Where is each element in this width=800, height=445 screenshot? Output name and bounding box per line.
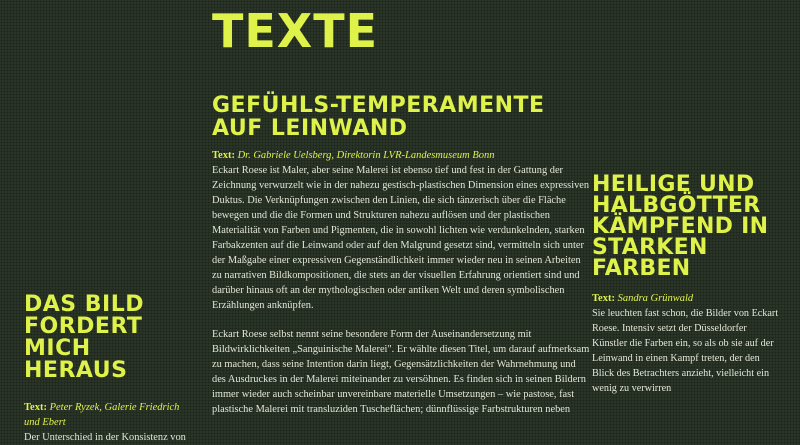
author-name: Sandra Grünwald: [617, 293, 694, 304]
author-name: Dr. Gabriele Uelsberg, Direktorin LVR-Landesmuseum Bonn: [237, 150, 495, 161]
author-name: Peter Ryzek, Galerie Friedrich und Ebert: [24, 402, 180, 428]
credit-label: Text:: [592, 293, 615, 304]
article-paragraph: Der Unterschied in der Konsistenz von: [24, 432, 186, 443]
article-left: [24, 294, 194, 445]
article-heading: HEILIGE UND HALBGÖTTER KÄMPFEND IN STARKEN FARBEN: [592, 172, 769, 281]
article-heading: GEFÜHLS-TEMPERAMENTE AUF LEINWAND: [212, 93, 545, 141]
article-credit: [212, 148, 590, 163]
article-paragraph: Eckart Roese selbst nennt seine besondere Form der Auseinandersetzung mit Bildwirklichkeiten „Sanguinische Malerei". Er wählte diesen Titel, um darauf aufmerksam zu machen, dass seine Intention darin liegt, Gegensätzlichkeiten der Wahrnehmung und des Ausdruckes in der Malerei miteinander zu versöhnen. Es finden sich in seinen Bildern immer wieder auch scheinbar unvereinbare materielle Umsetzungen – wie pastose, fast plastische Malerei mit transluziden Tuscheflächen; dünnflüssige Farbstrukturen neben: [212, 329, 590, 415]
article-main: [212, 94, 590, 417]
article-paragraph: Sie leuchten fast schon, die Bilder von Eckart Roese. Intensiv setzt der Düsseldorfer Künstler die Farben ein, so als ob sie auf der Leinwand in einen Kampf treten, der den Blick des Betrachters anzieht, vielleicht ein wenig zu verwirren: [592, 308, 779, 394]
article-heading: DAS BILD FORDERT MICH HERAUS: [24, 292, 145, 383]
article-credit: [24, 400, 194, 430]
credit-label: Text:: [24, 402, 47, 413]
credit-label: Text:: [212, 150, 235, 161]
article-paragraph: Eckart Roese ist Maler, aber seine Malerei ist ebenso tief und fest in der Gattung der Zeichnung verwurzelt wie in der nahezu gestisch-plastischen Dimension eines expressiven Duktus. Die Verknüpfungen zwischen den Linien, die sich tänzerisch über die Fläche bewegen und die die Formen und Strukturen nahezu auflösen und der plastischen Materialität von Farben und Pigmenten, die in sowohl lichten wie verdunkelnden, starken Farbakzenten auf die Leinwand oder auf den Malgrund gesetzt sind, vermitteln sich unter der Maßgabe einer expressiven Gegenständlichkeit immer wieder neu in seinen Arbeiten zu narrativen Bildkompositionen, die stets an der visuellen Erfahrung orientiert sind und darüber hinaus oft an der mythologischen oder antiken Welt und deren symbolischen Erzählungen anknüpfen.: [212, 165, 590, 311]
page-title: TEXTE: [212, 4, 379, 58]
article-credit: [592, 291, 784, 306]
article-right: [592, 174, 784, 396]
